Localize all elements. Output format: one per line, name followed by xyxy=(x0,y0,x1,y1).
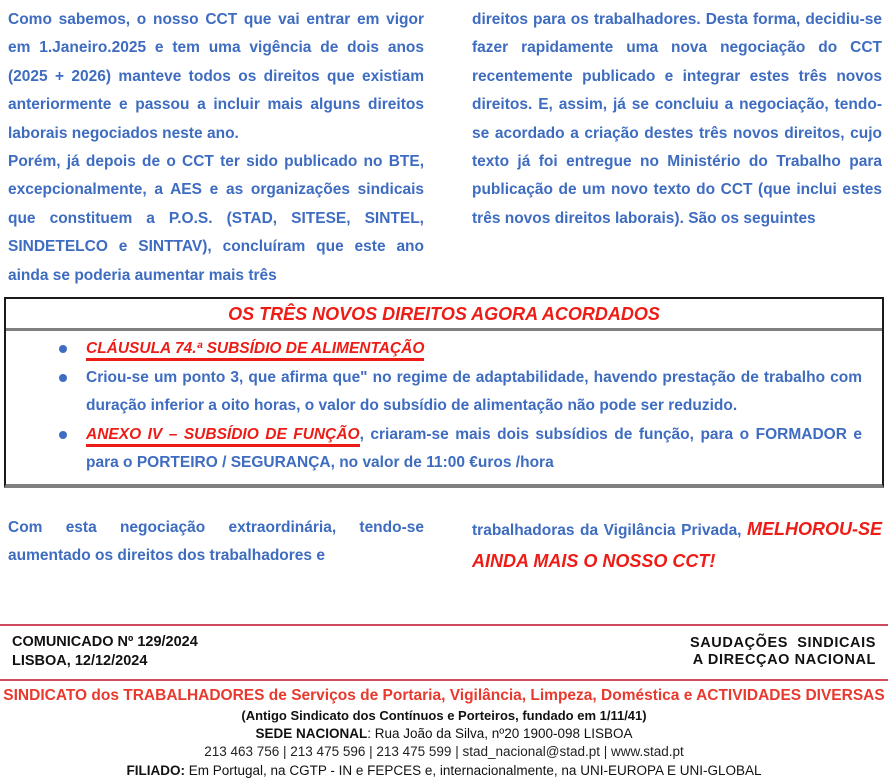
intro-section xyxy=(0,0,888,290)
intro-paragraph-2: Porém, já depois de o CCT ter sido publicado no BTE, excepcionalmente, a AES e as organizações sindicais que constituem a P.O.S. (STAD, SITESE, SINTEL, SINDETELCO e SINTTAV), concluíram que este ano ainda se poderia aumentar mais três xyxy=(8,153,424,284)
rights-box xyxy=(4,297,884,488)
closing-right-column xyxy=(472,514,882,578)
intro-paragraph-1: Como sabemos, o nosso CCT que vai entrar em vigor em 1.Janeiro.2025 e tem uma vigência de dois anos (2025 + 2026) manteve todos os direitos que existiam anteriormente e passou a incluir mais alguns direitos laborais negociados neste ano. xyxy=(8,11,424,142)
org-contacts: 213 463 756 | 213 475 596 | 213 475 599 | stad_nacional@stad.pt | www.stad.pt xyxy=(204,744,684,760)
comunicado-number: COMUNICADO Nº 129/2024 xyxy=(12,633,198,650)
org-hq-label: SEDE NACIONAL xyxy=(255,725,368,741)
footer-left-block xyxy=(12,633,198,672)
rights-list-item xyxy=(86,335,862,364)
bullet-icon xyxy=(59,431,67,439)
bullet-icon xyxy=(59,345,67,353)
rights-list xyxy=(6,335,882,478)
org-affiliation xyxy=(0,762,888,779)
clause-heading: CLÁUSULA 74.ª SUBSÍDIO DE ALIMENTAÇÃO xyxy=(86,340,424,361)
clause-text: , criaram-se mais dois subsídios de função, para o FORMADOR e para o PORTEIRO / SEGURANÇA, no valor de 11:00 €uros /hora xyxy=(86,425,862,472)
clause-heading: ANEXO IV – SUBSÍDIO DE FUNÇÃO xyxy=(86,426,360,447)
rights-box-title: OS TRÊS NOVOS DIREITOS AGORA ACORDADOS xyxy=(6,299,882,331)
footer-strip xyxy=(0,624,888,681)
org-hq-line xyxy=(0,725,888,743)
clause-text: Criou-se um ponto 3, que afirma que" no regime de adaptabilidade, havendo prestação de trabalho com duração inferior a oito horas, o valor do subsídio de alimentação não pode ser reduzido. xyxy=(86,368,862,415)
org-affiliation-text: Em Portugal, na CGTP - IN e FEPCES e, internacionalmente, na UNI-EUROPA E UNI-GLOBAL xyxy=(185,762,762,778)
org-hq-address: : Rua João da Silva, nº20 1900-098 LISBOA xyxy=(367,725,633,741)
org-affiliation-label: FILIADO: xyxy=(126,762,186,778)
footer-right-block xyxy=(690,635,876,670)
org-block xyxy=(0,681,888,779)
intro-right-column xyxy=(472,6,882,290)
closing-highlight: MELHOROU-SE AINDA MAIS O NOSSO CCT! xyxy=(472,518,882,571)
closing-section xyxy=(0,514,888,578)
intro-paragraph-3: direitos para os trabalhadores. Desta forma, decidiu-se fazer rapidamente uma nova negociação do CCT recentemente publicado e integrar estes três novos direitos. E, assim, já se concluiu a negociação, tendo-se acordado a criação destes três novos direitos, cujo texto já foi entregue no Ministério do Trabalho para publicação de um novo texto do CCT (que inclui estes três novos direitos laborais). São os seguintes xyxy=(472,11,882,227)
rights-list-item xyxy=(86,421,862,478)
closing-right-plain-text: trabalhadoras da Vigilância Privada, xyxy=(472,521,747,539)
closing-right-paragraph xyxy=(472,514,882,578)
intro-left-column xyxy=(8,6,424,290)
rights-list-item xyxy=(86,364,862,421)
org-name: SINDICATO dos TRABALHADORES de Serviços de Portaria, Vigilância, Limpeza, Doméstica e ACTIVIDADES DIVERSAS xyxy=(3,686,885,704)
comunicado-location-date: LISBOA, 12/12/2024 xyxy=(12,653,148,670)
closing-left-paragraph: Com esta negociação extraordinária, tendo-se aumentado os direitos dos trabalhadores e xyxy=(8,518,424,564)
salutation-line-1: SAUDAÇÕES SINDICAIS xyxy=(689,634,876,651)
bullet-icon xyxy=(59,374,67,382)
org-former-name: (Antigo Sindicato dos Contínuos e Porteiros, fundado em 1/11/41) xyxy=(241,707,647,723)
closing-left-column xyxy=(8,514,424,578)
salutation-line-2: A DIRECÇAO NACIONAL xyxy=(692,652,876,669)
